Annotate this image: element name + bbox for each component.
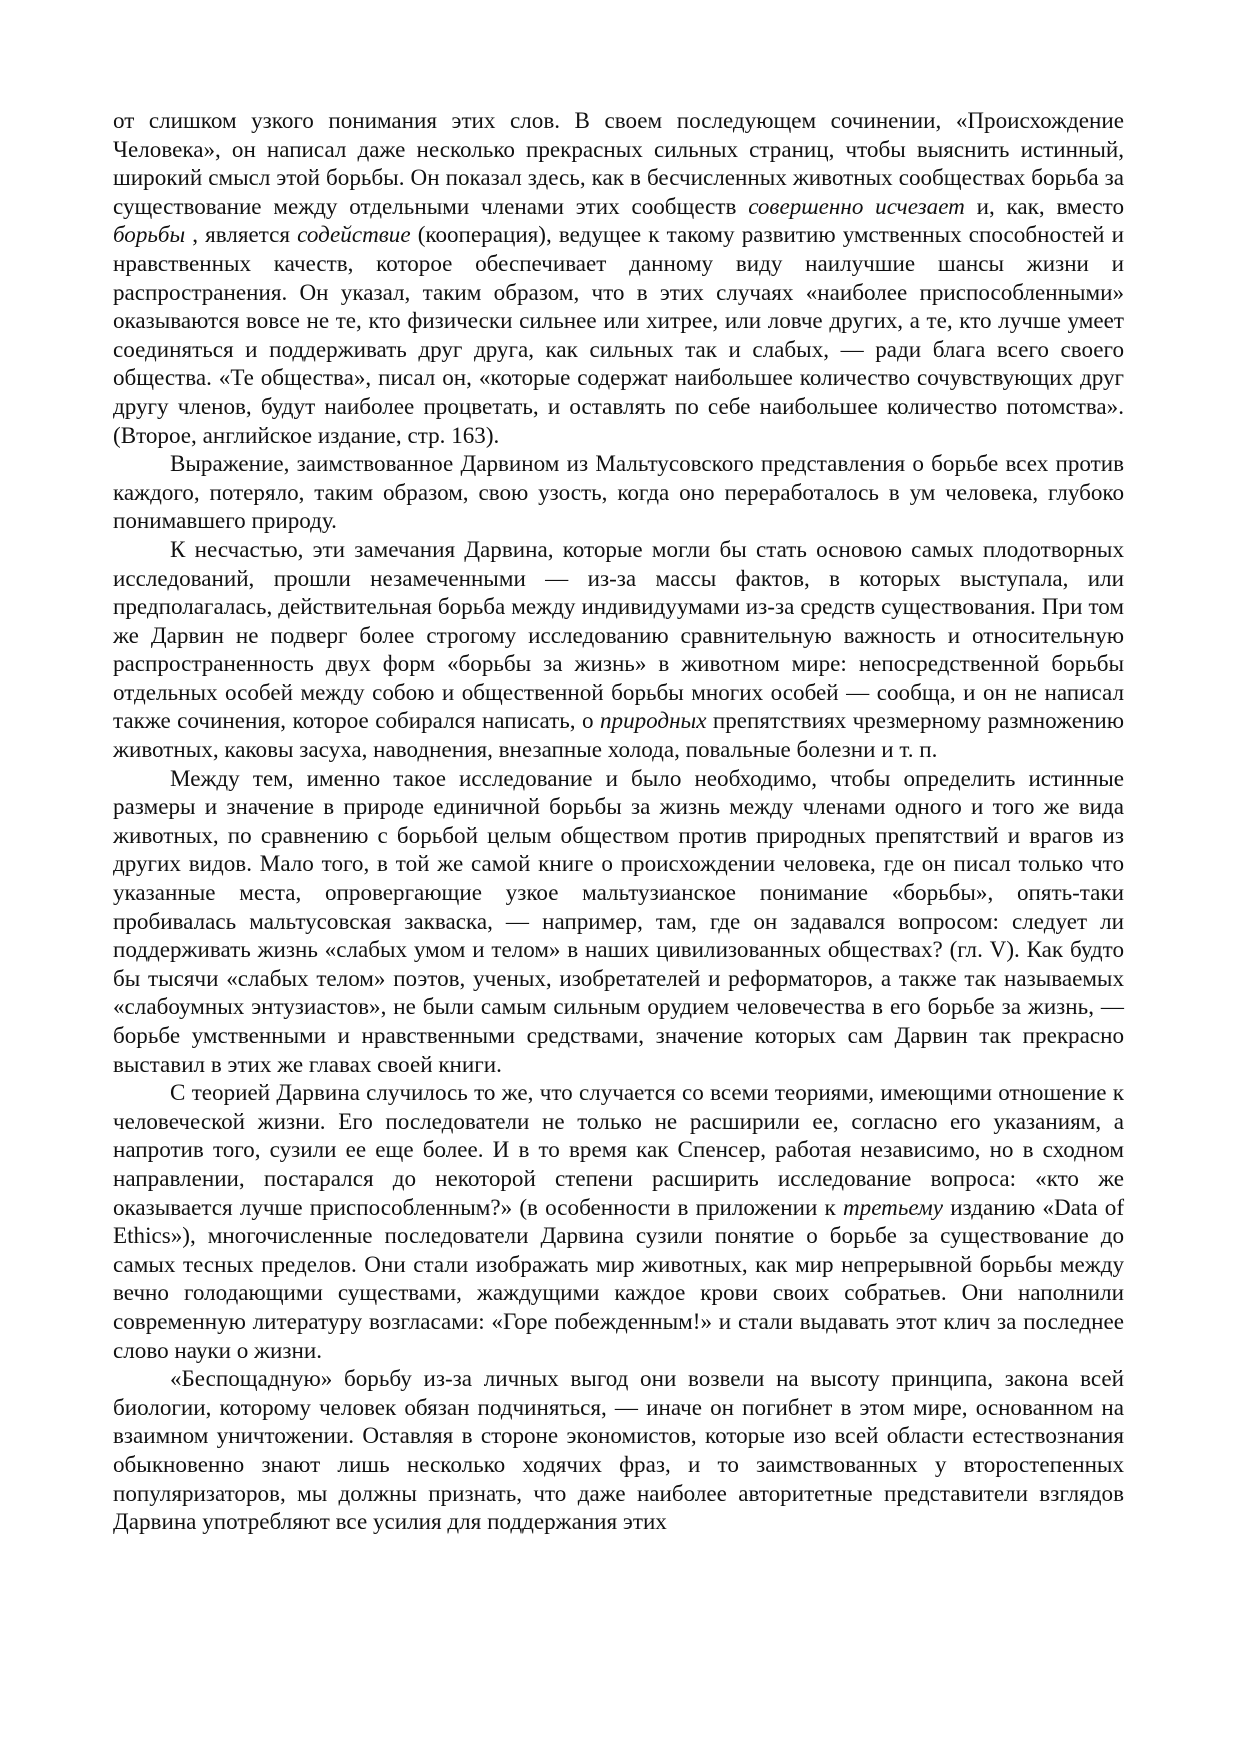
paragraph-5 [113,1078,1124,1364]
text-run: К несчастью, эти замечания Дарвина, которые могли бы стать основою самых плодотворных исследований, прошли незамеченными — из-за массы фактов, в которых выступала, или предполагалась, действительная борьба между индивидуумами из-за средств существования. При том же Дарвин не подверг более строгому исследованию сравнительную важность и относительную распространенность двух форм «борьбы за жизнь» в животном мире: непосредственной борьбы отдельных особей между собою и общественной борьбы многих особей — сообща, и он не написал также сочинения, которое собирался написать, о [113,535,1124,734]
text-run: от слишком узкого понимания этих слов. В своем последующем сочинении, «Происхождение Человека», он написал даже несколько прекрасных сильных страниц, чтобы выяснить истинный, широкий смысл этой борьбы. Он показал здесь, как в бесчисленных животных сообществах борьба за существование между отдельными членами этих сообществ [113,107,1124,219]
text-run: «Беспощадную» борьбу из-за личных выгод они возвели на высоту принципа, закона всей биологии, которому человек обязан подчиняться, — иначе он погибнет в этом мире, основанном на взаимном уничтожении. Оставляя в стороне экономистов, которые изо всей области естествознания обыкновенно знают лишь несколько ходячих фраз, и то заимствованных у второстепенных популяризаторов, мы должны признать, что даже наиболее авторитетные представители взглядов Дарвина употребляют все усилия для поддержания этих [113,1365,1124,1535]
text-run: Между тем, именно такое исследование и было необходимо, чтобы определить истинные размеры и значение в природе единичной борьбы за жизнь между членами одного и того же вида животных, по сравнению с борьбой целым обществом против природных препятствий и врагов из других видов. Мало того, в той же самой книге о происхождении человека, где он писал только что указанные места, опровергающие узкое мальтузианское понимание «борьбы», опять-таки пробивалась мальтусовская закваска, — например, там, где он задавался вопросом: следует ли поддерживать жизнь «слабых умом и телом» в наших цивилизованных обществах? (гл. V). Как будто бы тысячи «слабых телом» поэтов, ученых, изобретателей и реформаторов, а также так называемых «слабоумных энтузиастов», не были самым сильным орудием человечества в его борьбе за жизнь, — борьбе умственными и нравственными средствами, значение которых сам Дарвин так прекрасно выставил в этих же главах своей книги. [113,764,1124,1077]
italic-run: борьбы [113,221,186,248]
paragraph-4 [113,764,1124,1079]
text-run: , является [185,221,298,248]
paragraph-2 [113,449,1124,535]
text-run: (кооперация), ведущее к такому развитию умственных способностей и нравственных качеств, которое обеспечивает данному виду наилучшие шансы жизни и распространения. Он указал, таким образом, что в этих случаях «наиболее приспособленными» оказываются вовсе не те, кто физически сильнее или хитрее, или ловче других, а те, кто лучше умеет соединяться и поддерживать друг друга, как сильных так и слабых, — ради блага всего своего общества. «Те общества», писал он, «которые содержат наибольшее количество сочувствующих друг другу членов, будут наиболее процветать, и оставлять по себе наибольшее количество потомства». (Второе, английское издание, стр. 163). [113,221,1124,448]
paragraph-6 [113,1364,1124,1536]
italic-run: совершенно исчезает [748,192,965,219]
italic-run: содействие [297,221,411,248]
text-run: Выражение, заимствованное Дарвином из Мальтусовского представления о борьбе всех против каждого, потеряло, таким образом, свою узость, когда оно переработалось в ум человека, глубоко понимавшего природу. [113,450,1124,534]
text-run: С теорией Дарвина случилось то же, что случается со всеми теориями, имеющими отношение к человеческой жизни. Его последователи не только не расширили ее, согласно его указаниям, а напротив того, сузили ее еще более. И в то время как Спенсер, работая независимо, но в сходном направлении, постарался до некоторой степени расширить исследование вопроса: «кто же оказывается лучше приспособленным?» (в особенности в приложении к [113,1079,1124,1220]
paragraph-3 [113,535,1124,764]
text-run: и, как, вместо [964,192,1124,219]
body-text [113,106,1124,1536]
italic-run: природных [599,707,707,734]
text-run: изданию «Data of Ethics»), многочисленные последователи Дарвина сузили понятие о борьбе за существование до самых тесных пределов. Они стали изображать мир животных, как мир непрерывной борьбы между вечно голодающими существами, жаждущими каждое крови своих собратьев. Они наполнили современную литературу возгласами: «Горе побежденным!» и стали выдавать этот клич за последнее слово науки о жизни. [113,1193,1125,1363]
paragraph-1 [113,106,1124,449]
text-run: препятствиях чрезмерному размножению животных, каковы засуха, наводнения, внезапные холода, повальные болезни и т. п. [113,707,1124,763]
italic-run: третьему [842,1193,943,1220]
